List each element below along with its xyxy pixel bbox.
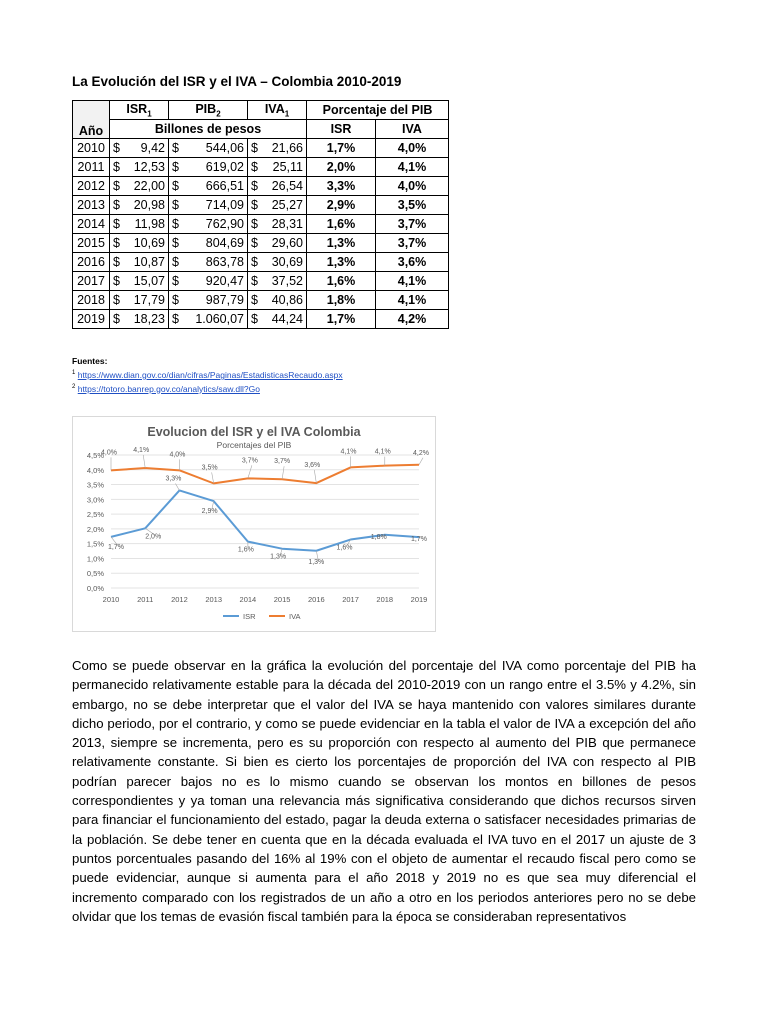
pct-isr-cell: 2,0% xyxy=(307,158,376,177)
pct-iva-cell: 3,7% xyxy=(376,215,449,234)
chart-svg xyxy=(73,417,435,631)
pib-cell: $ 544,06 xyxy=(169,139,248,158)
data-label: 4,1% xyxy=(374,448,391,456)
pct-isr-header: ISR xyxy=(307,120,376,139)
pct-iva-cell: 4,1% xyxy=(376,158,449,177)
source-url-2[interactable]: https://totoro.banrep.gov.co/analytics/saw.dll?Go xyxy=(77,383,260,394)
data-label: 1,7% xyxy=(108,543,124,551)
iva-header: $IVA_1$ xyxy=(248,101,307,120)
isr-cell: $ 10,69 xyxy=(110,234,169,253)
data-label: 1,8% xyxy=(370,533,387,541)
pct-iva-cell: 4,0% xyxy=(376,177,449,196)
iva-cell: $ 21,66 xyxy=(248,139,307,158)
table-row xyxy=(73,234,449,253)
table-body xyxy=(73,139,449,329)
pct-isr-cell: 1,8% xyxy=(307,291,376,310)
pct-isr-cell: 1,6% xyxy=(307,215,376,234)
data-label: 4,1% xyxy=(340,448,357,456)
data-label-leader xyxy=(248,465,252,478)
source-link-2: $^2$ https://totoro.banrep.gov.co/analytics/saw.dll?Go xyxy=(72,383,260,394)
isr-cell: $ 12,53 xyxy=(110,158,169,177)
pib-cell: $ 804,69 xyxy=(169,234,248,253)
y-tick-label: 0,0% xyxy=(86,584,104,593)
year-cell: 2018 xyxy=(73,291,110,310)
document-title: La Evolución del ISR y el IVA – Colombia 2010-2019 xyxy=(72,74,402,89)
pct-iva-cell: 3,7% xyxy=(376,234,449,253)
pct-iva-cell: 4,1% xyxy=(376,291,449,310)
pct-isr-cell: 1,7% xyxy=(307,310,376,329)
data-label: 3,6% xyxy=(304,462,321,470)
isr-cell: $ 22,00 xyxy=(110,177,169,196)
year-cell: 2016 xyxy=(73,253,110,272)
y-tick-label: 1,0% xyxy=(86,554,104,564)
x-tick-label: 2010 xyxy=(102,595,120,604)
x-tick-label: 2012 xyxy=(171,595,188,604)
table-row xyxy=(73,196,449,215)
data-label: 3,7% xyxy=(274,458,291,466)
units-header: Billones de pesos xyxy=(110,120,307,139)
table-header-row xyxy=(73,101,449,120)
pib-cell: $ 762,90 xyxy=(169,215,248,234)
sources xyxy=(72,355,343,395)
data-label: 1,6% xyxy=(336,544,353,552)
pct-iva-cell: 4,2% xyxy=(376,310,449,329)
table-row xyxy=(73,158,449,177)
pib-cell: $ 987,79 xyxy=(169,291,248,310)
iva-cell: $ 40,86 xyxy=(248,291,307,310)
data-label: 2,9% xyxy=(201,508,218,516)
y-tick-label: 0,5% xyxy=(86,569,104,579)
table-row xyxy=(73,310,449,329)
data-label: 1,7% xyxy=(411,536,427,544)
table-row xyxy=(73,139,449,158)
data-label-leader xyxy=(282,466,284,479)
pib-cell: $ 920,47 xyxy=(169,272,248,291)
pib-cell: $ 1.060,07 xyxy=(169,310,248,329)
table-row xyxy=(73,272,449,291)
year-cell: 2011 xyxy=(73,158,110,177)
pct-iva-header: IVA xyxy=(376,120,449,139)
y-tick-label: 2,5% xyxy=(86,510,104,520)
pct-isr-cell: 1,7% xyxy=(307,139,376,158)
iva-cell: $ 25,27 xyxy=(248,196,307,215)
isr-cell: $ 9,42 xyxy=(110,139,169,158)
chart-subtitle: Porcentajes del PIB xyxy=(216,440,292,450)
y-tick-label: 3,5% xyxy=(86,480,104,490)
x-tick-label: 2017 xyxy=(342,595,359,604)
year-cell: 2013 xyxy=(73,196,110,215)
body-paragraph: Como se puede observar en la gráfica la evolución del porcentaje del IVA como porcentaje del PIB ha permanecido relativamente estable para la década del 2010-2019 con un rango entre el 3.5% y 4.2%, sin embargo, no se debe interpretar que el valor del IVA se haya mantenido con valores similares durante dicho periodo, por el contrario, y como se puede evidenciar en la tabla el valor de IVA a excepción del año 2013, siempre se incrementa, pero es su proporción con respecto al aumento del PIB que permanece relativamente constante. Si bien es cierto los porcentajes de proporción del IVA con respecto al PIB podrían parecer bajos no es lo mismo cuando se observan los montos en billones de pesos correspondientes y ya toman una relevancia más significativa considerando que dichos recursos sirven para financiar el funcionamiento del estado, pagar la deuda externa o satisfacer necesidades primarias de la población. Se debe tener en cuenta que en la década evaluada el IVA tuvo en el 2017 un ajuste de 3 puntos porcentuales pasando del 16% al 19% con el objeto de aumentar el recaudo fiscal pero como se puede evidenciar, aunque si aumenta para el año 2018 y 2019 no es que sea muy diferencial el incremento comparado con los registrados de un año a otro en los periodos anteriores pero no se debe olvidar que los temas de evasión fiscal también para la época se consideraban representativos xyxy=(72,658,696,924)
pct-isr-cell: 3,3% xyxy=(307,177,376,196)
data-label: 3,3% xyxy=(165,475,182,483)
y-tick-label: 4,5% xyxy=(86,451,104,460)
pct-isr-cell: 1,3% xyxy=(307,253,376,272)
y-tick-label: 2,0% xyxy=(86,524,104,534)
isr-cell: $ 15,07 xyxy=(110,272,169,291)
pct-iva-cell: 3,5% xyxy=(376,196,449,215)
sources-label: Fuentes: xyxy=(72,356,108,366)
isr-cell: $ 18,23 xyxy=(110,310,169,329)
x-tick-label: 2016 xyxy=(307,595,325,604)
pib-cell: $ 714,09 xyxy=(169,196,248,215)
table-row xyxy=(73,215,449,234)
pct-iva-cell: 4,0% xyxy=(376,139,449,158)
pct-isr-cell: 1,3% xyxy=(307,234,376,253)
table-subheader-row xyxy=(73,120,449,139)
table-row xyxy=(73,177,449,196)
legend-label-isr: ISR xyxy=(243,612,256,621)
data-label: 4,0% xyxy=(169,451,186,459)
source-url-1[interactable]: https://www.dian.gov.co/dian/cifras/Paginas/EstadisticasRecaudo.aspx xyxy=(77,369,343,380)
year-cell: 2017 xyxy=(73,272,110,291)
year-header: Año xyxy=(73,101,110,139)
iva-cell: $ 28,31 xyxy=(248,215,307,234)
table-row xyxy=(73,291,449,310)
pib-cell: $ 863,78 xyxy=(169,253,248,272)
data-label: 4,0% xyxy=(101,449,117,457)
isr-header: $ISR_1$ xyxy=(110,101,169,120)
iva-cell: $ 29,60 xyxy=(248,234,307,253)
iva-cell: $ 30,69 xyxy=(248,253,307,272)
data-label: 3,7% xyxy=(241,457,258,465)
legend-label-iva: IVA xyxy=(289,612,301,621)
iva-cell: $ 37,52 xyxy=(248,272,307,291)
y-tick-label: 3,0% xyxy=(86,495,104,505)
pib-cell: $ 666,51 xyxy=(169,177,248,196)
iva-cell: $ 26,54 xyxy=(248,177,307,196)
iva-cell: $ 44,24 xyxy=(248,310,307,329)
x-tick-label: 2013 xyxy=(205,595,223,604)
year-cell: 2010 xyxy=(73,139,110,158)
year-cell: 2014 xyxy=(73,215,110,234)
year-cell: 2015 xyxy=(73,234,110,253)
isr-cell: $ 17,79 xyxy=(110,291,169,310)
data-label-leader xyxy=(314,470,316,483)
x-tick-label: 2019 xyxy=(410,595,428,604)
x-tick-label: 2014 xyxy=(239,595,257,604)
pct-isr-cell: 2,9% xyxy=(307,196,376,215)
pct-header: Porcentaje del PIB xyxy=(307,101,449,120)
chart-title: Evolucion del ISR y el IVA Colombia xyxy=(147,425,361,439)
pct-iva-cell: 4,1% xyxy=(376,272,449,291)
y-tick-label: 4,0% xyxy=(86,465,104,475)
data-label: 1,3% xyxy=(270,553,287,561)
line-chart xyxy=(72,416,436,632)
pib-cell: $ 619,02 xyxy=(169,158,248,177)
year-cell: 2019 xyxy=(73,310,110,329)
isr-cell: $ 20,98 xyxy=(110,196,169,215)
data-label: 2,0% xyxy=(145,533,162,541)
x-tick-label: 2018 xyxy=(376,595,394,604)
data-label: 4,2% xyxy=(413,449,429,457)
source-link-1: $^1$ https://www.dian.gov.co/dian/cifras/Paginas/EstadisticasRecaudo.aspx xyxy=(72,369,343,380)
data-label: 1,3% xyxy=(308,558,325,566)
table-row xyxy=(73,253,449,272)
data-label: 3,5% xyxy=(201,464,218,472)
data-label-leader xyxy=(143,455,145,468)
data-label: 4,1% xyxy=(133,447,150,455)
y-tick-label: 1,5% xyxy=(86,539,104,549)
iva-cell: $ 25,11 xyxy=(248,158,307,177)
series-line-iva xyxy=(111,465,419,484)
x-tick-label: 2011 xyxy=(137,595,154,604)
data-label-leader xyxy=(419,458,423,465)
year-cell: 2012 xyxy=(73,177,110,196)
x-tick-label: 2015 xyxy=(273,595,291,604)
isr-cell: $ 10,87 xyxy=(110,253,169,272)
pct-isr-cell: 1,6% xyxy=(307,272,376,291)
pct-iva-cell: 3,6% xyxy=(376,253,449,272)
isr-iva-table xyxy=(72,100,449,329)
data-label: 1,6% xyxy=(237,546,254,554)
isr-cell: $ 11,98 xyxy=(110,215,169,234)
pib-header: $PIB_2$ xyxy=(169,101,248,120)
